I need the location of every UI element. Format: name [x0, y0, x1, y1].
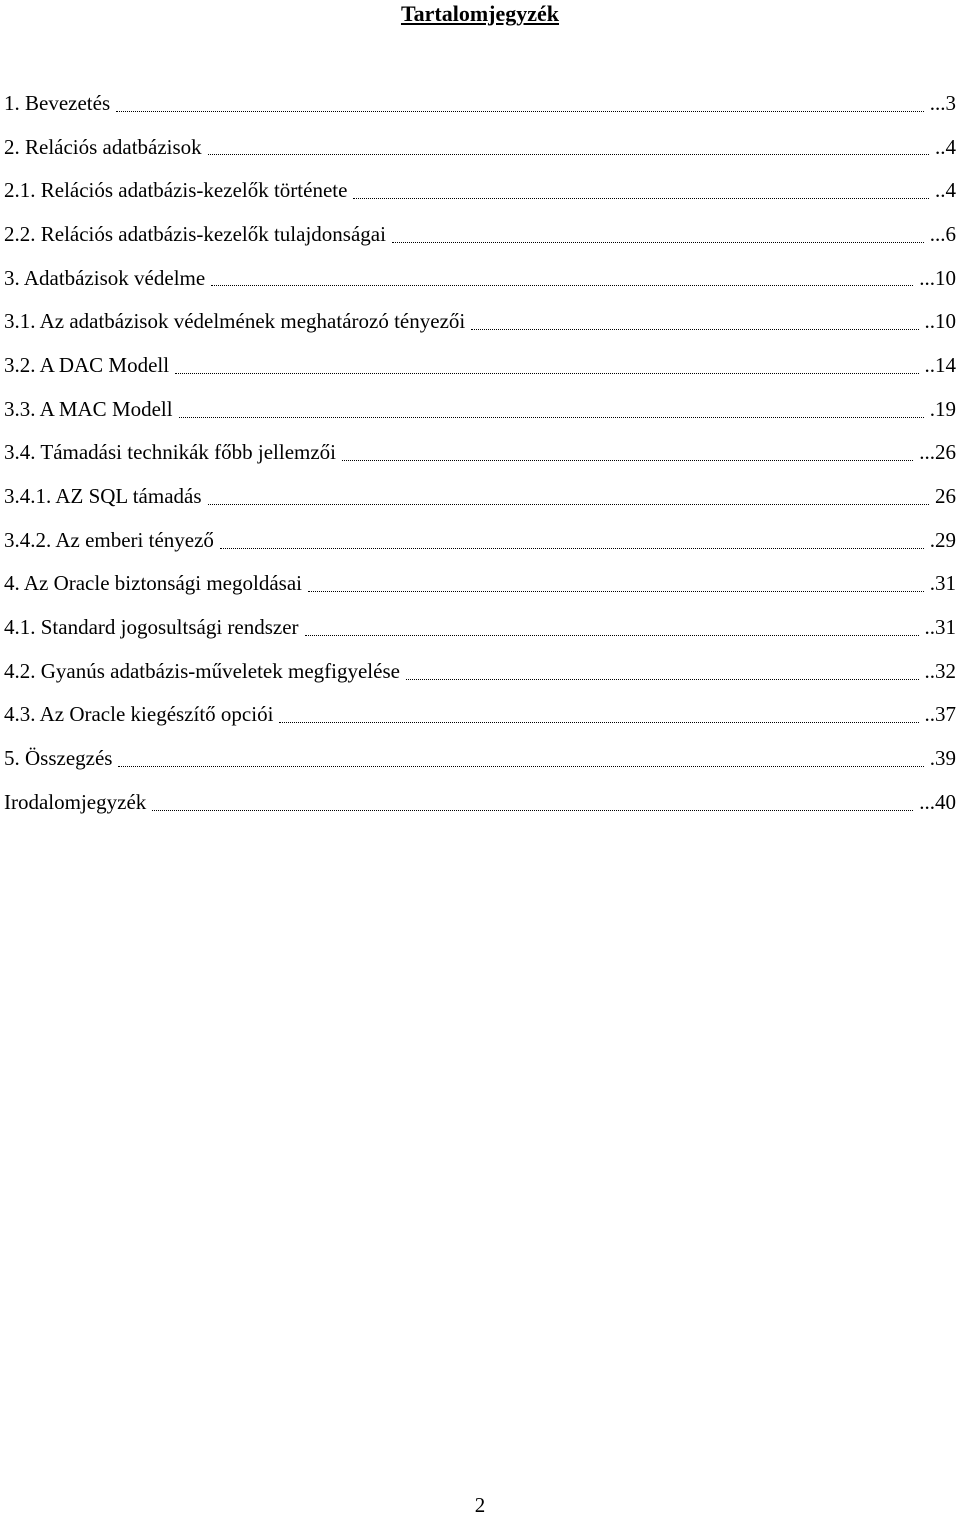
toc-entry-page: .19 — [929, 396, 956, 421]
toc-entry-page: ..32 — [924, 658, 956, 683]
toc-entry-title: 2.2. Relációs adatbázis-kezelők tulajdonságai — [4, 221, 386, 246]
toc-entry[interactable] — [4, 125, 956, 169]
toc-entry[interactable] — [4, 518, 956, 562]
toc-entry[interactable] — [4, 562, 956, 606]
dot-leader — [308, 591, 924, 592]
toc-entry[interactable] — [4, 343, 956, 387]
toc-entry[interactable] — [4, 780, 956, 824]
dot-leader — [211, 285, 913, 286]
toc-entry[interactable] — [4, 649, 956, 693]
toc-entry[interactable] — [4, 299, 956, 343]
toc-entry-page: .39 — [929, 746, 956, 771]
toc-entry[interactable] — [4, 693, 956, 737]
toc-entry-title: 4.2. Gyanús adatbázis-műveletek megfigyelése — [4, 658, 400, 683]
dot-leader — [392, 242, 924, 243]
toc-entry-page: ..4 — [935, 134, 956, 159]
toc-entry-page: .29 — [929, 527, 956, 552]
toc-entry[interactable] — [4, 168, 956, 212]
toc-entry-title: 3.3. A MAC Modell — [4, 396, 173, 421]
toc-entry-page: 26 — [935, 484, 956, 509]
toc-entry-page: ..37 — [924, 702, 956, 727]
page-number: 2 — [474, 1493, 486, 1517]
toc-entry[interactable] — [4, 605, 956, 649]
toc-entry-title: 4.3. Az Oracle kiegészítő opciói — [4, 702, 274, 727]
toc-entry-page: ..31 — [924, 615, 956, 640]
toc-entry[interactable] — [4, 212, 956, 256]
toc-entry-title: 3.2. A DAC Modell — [4, 352, 170, 377]
dot-leader — [342, 460, 913, 461]
toc-entry-title: 2.1. Relációs adatbázis-kezelők története — [4, 178, 348, 203]
toc-entry[interactable] — [4, 474, 956, 518]
dot-leader — [116, 111, 924, 112]
dot-leader — [279, 722, 918, 723]
toc-entry-title: 3.1. Az adatbázisok védelmének meghatározó tényezői — [4, 309, 466, 334]
toc-entry-title: 4.1. Standard jogosultsági rendszer — [4, 615, 299, 640]
toc-entry-title: 1. Bevezetés — [4, 90, 111, 115]
toc-entry[interactable] — [4, 431, 956, 475]
toc-entry-page: ..10 — [924, 309, 956, 334]
dot-leader — [179, 417, 924, 418]
dot-leader — [406, 679, 919, 680]
toc-entry-title: 3.4.1. AZ SQL támadás — [4, 484, 202, 509]
dot-leader — [471, 329, 918, 330]
dot-leader — [152, 810, 913, 811]
dot-leader — [305, 635, 919, 636]
toc-entry-page: ...3 — [929, 90, 956, 115]
toc-entry-title: 5. Összegzés — [4, 746, 113, 771]
dot-leader — [353, 198, 929, 199]
toc-entry[interactable] — [4, 387, 956, 431]
toc-entry-page: ..14 — [924, 352, 956, 377]
toc-entry[interactable] — [4, 256, 956, 300]
toc-entry-page: ...6 — [929, 221, 956, 246]
toc-entry-page: .31 — [929, 571, 956, 596]
dot-leader — [118, 766, 923, 767]
toc-entry-page: ...40 — [919, 789, 956, 814]
dot-leader — [175, 373, 918, 374]
toc-entry-title: 3. Adatbázisok védelme — [4, 265, 206, 290]
dot-leader — [220, 548, 924, 549]
toc-entry-title: 4. Az Oracle biztonsági megoldásai — [4, 571, 302, 596]
toc-entry[interactable] — [4, 736, 956, 780]
toc-entry-title: 3.4.2. Az emberi tényező — [4, 527, 214, 552]
dot-leader — [208, 154, 929, 155]
toc-entry[interactable] — [4, 81, 956, 125]
toc-entry-title: 3.4. Támadási technikák főbb jellemzői — [4, 440, 337, 465]
toc-entry-page: ..4 — [935, 178, 956, 203]
toc-entry-page: ...26 — [919, 440, 956, 465]
toc-entry-title: Irodalomjegyzék — [4, 789, 147, 814]
dot-leader — [208, 504, 929, 505]
table-of-contents — [4, 81, 956, 824]
toc-entry-page: ...10 — [919, 265, 956, 290]
toc-entry-title: 2. Relációs adatbázisok — [4, 134, 202, 159]
page-title: Tartalomjegyzék — [400, 1, 560, 26]
